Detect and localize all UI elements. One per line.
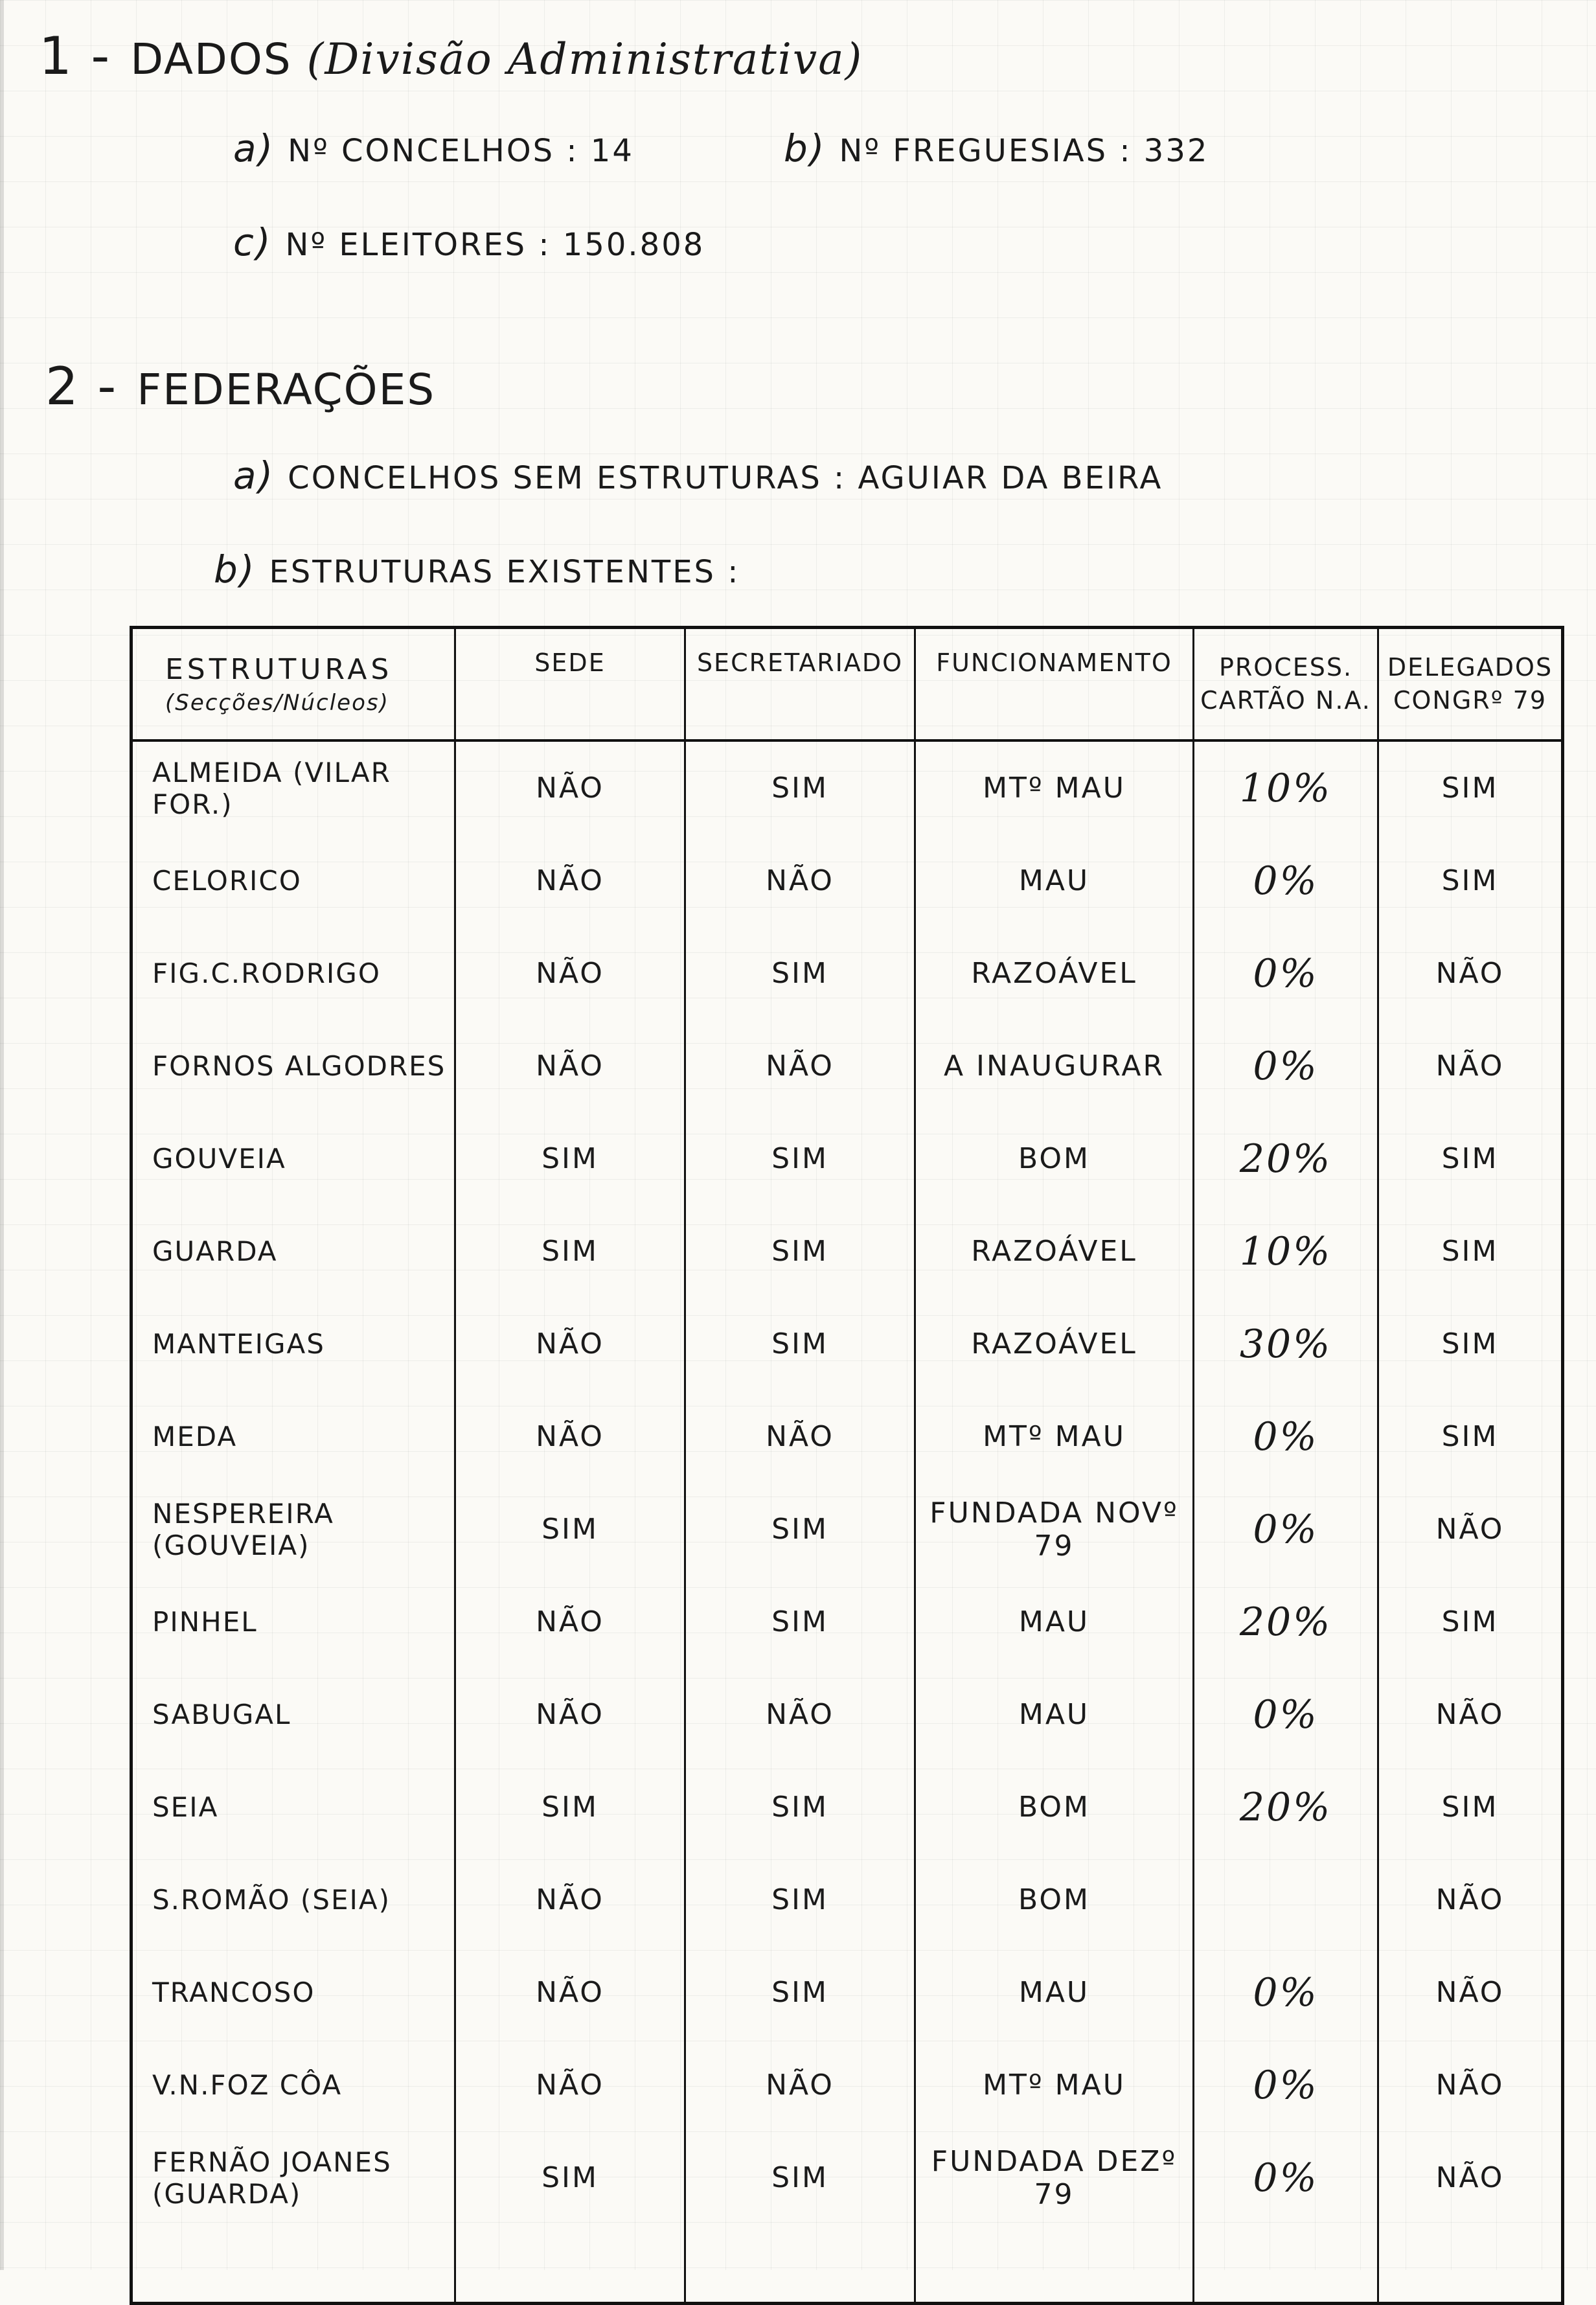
header-process-line1: PROCESS. bbox=[1218, 652, 1353, 682]
cell-funcionamento: RAZOÁVEL bbox=[915, 927, 1194, 1020]
cell-delegados: NÃO bbox=[1378, 2039, 1563, 2131]
table-row bbox=[131, 1390, 1563, 1483]
empty-cell bbox=[915, 2224, 1194, 2304]
cell-secretariado: NÃO bbox=[685, 1390, 915, 1483]
cell-estrutura: FORNOS ALGODRES bbox=[131, 1020, 455, 1112]
cell-process: 0% bbox=[1194, 927, 1378, 1020]
empty-cell bbox=[1378, 2224, 1563, 2304]
cell-process: 0% bbox=[1194, 1390, 1378, 1483]
section-1-heading bbox=[39, 26, 863, 86]
item-key: b) bbox=[214, 547, 256, 591]
table-row bbox=[131, 1298, 1563, 1390]
cell-estrutura: MEDA bbox=[131, 1390, 455, 1483]
cell-process: 20% bbox=[1194, 1576, 1378, 1668]
cell-sede: SIM bbox=[455, 1761, 685, 1853]
cell-secretariado: SIM bbox=[685, 1853, 915, 1946]
section-1-number: 1 - bbox=[39, 26, 111, 86]
section-2-heading bbox=[45, 356, 435, 417]
table-row bbox=[131, 1668, 1563, 1761]
cell-process: 20% bbox=[1194, 1761, 1378, 1853]
cell-funcionamento: MTº MAU bbox=[915, 1390, 1194, 1483]
cell-estrutura: MANTEIGAS bbox=[131, 1298, 455, 1390]
cell-secretariado: SIM bbox=[685, 1112, 915, 1205]
cell-process: 0% bbox=[1194, 1946, 1378, 2039]
cell-secretariado: SIM bbox=[685, 1946, 915, 2039]
cell-secretariado: NÃO bbox=[685, 2039, 915, 2131]
section-2-item-a bbox=[233, 453, 1163, 498]
table-body bbox=[131, 740, 1563, 2304]
item-label: Nº FREGUESIAS : 332 bbox=[839, 133, 1209, 169]
table-row bbox=[131, 834, 1563, 927]
cell-delegados: NÃO bbox=[1378, 1668, 1563, 1761]
header-process bbox=[1194, 628, 1378, 741]
cell-secretariado: SIM bbox=[685, 1298, 915, 1390]
cell-estrutura: FIG.C.RODRIGO bbox=[131, 927, 455, 1020]
table-row bbox=[131, 2131, 1563, 2224]
cell-sede: NÃO bbox=[455, 1576, 685, 1668]
cell-funcionamento: MTº MAU bbox=[915, 740, 1194, 834]
cell-process: 10% bbox=[1194, 1205, 1378, 1298]
header-process-line2: CARTÃO N.A. bbox=[1200, 686, 1371, 715]
table-row bbox=[131, 1020, 1563, 1112]
cell-secretariado: SIM bbox=[685, 1205, 915, 1298]
cell-secretariado: NÃO bbox=[685, 1668, 915, 1761]
cell-funcionamento: MAU bbox=[915, 834, 1194, 927]
cell-process: 0% bbox=[1194, 1483, 1378, 1576]
cell-estrutura: ALMEIDA (VILAR FOR.) bbox=[131, 740, 455, 834]
cell-process bbox=[1194, 1853, 1378, 1946]
cell-delegados: NÃO bbox=[1378, 1020, 1563, 1112]
cell-estrutura: V.N.FOZ CÔA bbox=[131, 2039, 455, 2131]
cell-funcionamento: MAU bbox=[915, 1576, 1194, 1668]
cell-delegados: SIM bbox=[1378, 1298, 1563, 1390]
cell-delegados: NÃO bbox=[1378, 1946, 1563, 2039]
header-estruturas bbox=[131, 628, 455, 741]
cell-delegados: SIM bbox=[1378, 1576, 1563, 1668]
item-key: b) bbox=[784, 126, 826, 170]
cell-estrutura: PINHEL bbox=[131, 1576, 455, 1668]
item-label: Nº ELEITORES : 150.808 bbox=[285, 227, 705, 263]
section-2-number: 2 - bbox=[45, 356, 118, 417]
empty-cell bbox=[455, 2224, 685, 2304]
cell-secretariado: SIM bbox=[685, 927, 915, 1020]
section-2-title: FEDERAÇÕES bbox=[137, 365, 436, 415]
cell-estrutura: SEIA bbox=[131, 1761, 455, 1853]
section-1-subtitle: (Divisão Administrativa) bbox=[306, 34, 863, 84]
empty-cell bbox=[131, 2224, 455, 2304]
cell-estrutura: SABUGAL bbox=[131, 1668, 455, 1761]
item-label: ESTRUTURAS EXISTENTES : bbox=[269, 554, 740, 590]
cell-secretariado: SIM bbox=[685, 740, 915, 834]
cell-delegados: SIM bbox=[1378, 1390, 1563, 1483]
cell-estrutura: GUARDA bbox=[131, 1205, 455, 1298]
cell-funcionamento: MAU bbox=[915, 1668, 1194, 1761]
cell-delegados: SIM bbox=[1378, 1761, 1563, 1853]
table-row bbox=[131, 1946, 1563, 2039]
cell-process: 30% bbox=[1194, 1298, 1378, 1390]
cell-delegados: NÃO bbox=[1378, 2131, 1563, 2224]
section-1-item-b bbox=[784, 126, 1209, 170]
cell-delegados: NÃO bbox=[1378, 927, 1563, 1020]
item-key: c) bbox=[233, 220, 273, 264]
table-row bbox=[131, 1576, 1563, 1668]
cell-sede: NÃO bbox=[455, 2039, 685, 2131]
table-row bbox=[131, 1205, 1563, 1298]
cell-sede: SIM bbox=[455, 1112, 685, 1205]
cell-funcionamento: RAZOÁVEL bbox=[915, 1298, 1194, 1390]
cell-sede: NÃO bbox=[455, 740, 685, 834]
header-funcionamento: FUNCIONAMENTO bbox=[915, 628, 1194, 741]
cell-estrutura: NESPEREIRA (GOUVEIA) bbox=[131, 1483, 455, 1576]
cell-delegados: SIM bbox=[1378, 1112, 1563, 1205]
cell-sede: NÃO bbox=[455, 1020, 685, 1112]
cell-process: 0% bbox=[1194, 1668, 1378, 1761]
cell-funcionamento: BOM bbox=[915, 1112, 1194, 1205]
cell-funcionamento: BOM bbox=[915, 1853, 1194, 1946]
cell-estrutura: S.ROMÃO (SEIA) bbox=[131, 1853, 455, 1946]
table-empty-row bbox=[131, 2224, 1563, 2304]
cell-sede: SIM bbox=[455, 1483, 685, 1576]
binding-margin bbox=[0, 0, 4, 2270]
table-header-row bbox=[131, 628, 1563, 741]
header-sede: SEDE bbox=[455, 628, 685, 741]
structures-table bbox=[130, 626, 1564, 2305]
section-1-item-c bbox=[233, 220, 705, 264]
cell-process: 10% bbox=[1194, 740, 1378, 834]
table-row bbox=[131, 740, 1563, 834]
cell-secretariado: NÃO bbox=[685, 834, 915, 927]
section-2-item-b bbox=[214, 547, 740, 591]
cell-sede: NÃO bbox=[455, 1298, 685, 1390]
table-row bbox=[131, 927, 1563, 1020]
cell-sede: SIM bbox=[455, 2131, 685, 2224]
cell-secretariado: SIM bbox=[685, 1761, 915, 1853]
header-estruturas-sub: (Secções/Núcleos) bbox=[165, 689, 389, 716]
cell-process: 20% bbox=[1194, 1112, 1378, 1205]
cell-sede: NÃO bbox=[455, 834, 685, 927]
cell-funcionamento: RAZOÁVEL bbox=[915, 1205, 1194, 1298]
header-delegados-line1: DELEGADOS bbox=[1387, 652, 1553, 682]
cell-process: 0% bbox=[1194, 2039, 1378, 2131]
cell-sede: SIM bbox=[455, 1205, 685, 1298]
header-estruturas-label: ESTRUTURAS bbox=[165, 652, 393, 686]
item-label: Nº CONCELHOS : 14 bbox=[288, 133, 634, 169]
cell-funcionamento: MTº MAU bbox=[915, 2039, 1194, 2131]
section-1-item-a bbox=[233, 126, 634, 170]
cell-delegados: SIM bbox=[1378, 834, 1563, 927]
empty-cell bbox=[1194, 2224, 1378, 2304]
cell-delegados: NÃO bbox=[1378, 1483, 1563, 1576]
table-row bbox=[131, 2039, 1563, 2131]
cell-sede: NÃO bbox=[455, 1946, 685, 2039]
header-secretariado: SECRETARIADO bbox=[685, 628, 915, 741]
cell-delegados: SIM bbox=[1378, 1205, 1563, 1298]
cell-estrutura: FERNÃO JOANES (GUARDA) bbox=[131, 2131, 455, 2224]
cell-funcionamento: MAU bbox=[915, 1946, 1194, 2039]
table-row bbox=[131, 1853, 1563, 1946]
header-delegados bbox=[1378, 628, 1563, 741]
section-1-title: DADOS bbox=[130, 34, 292, 84]
item-label: CONCELHOS SEM ESTRUTURAS : AGUIAR DA BEIRA bbox=[288, 460, 1163, 496]
cell-funcionamento: A INAUGURAR bbox=[915, 1020, 1194, 1112]
cell-secretariado: NÃO bbox=[685, 1020, 915, 1112]
cell-process: 0% bbox=[1194, 2131, 1378, 2224]
cell-secretariado: SIM bbox=[685, 2131, 915, 2224]
cell-delegados: NÃO bbox=[1378, 1853, 1563, 1946]
cell-sede: NÃO bbox=[455, 1668, 685, 1761]
item-key: a) bbox=[233, 453, 275, 498]
cell-funcionamento: FUNDADA DEZº 79 bbox=[915, 2131, 1194, 2224]
cell-funcionamento: BOM bbox=[915, 1761, 1194, 1853]
cell-secretariado: SIM bbox=[685, 1483, 915, 1576]
table-row bbox=[131, 1483, 1563, 1576]
table-row bbox=[131, 1112, 1563, 1205]
cell-sede: NÃO bbox=[455, 1853, 685, 1946]
empty-cell bbox=[685, 2224, 915, 2304]
cell-sede: NÃO bbox=[455, 927, 685, 1020]
header-delegados-line2: CONGRº 79 bbox=[1393, 686, 1547, 715]
cell-sede: NÃO bbox=[455, 1390, 685, 1483]
item-key: a) bbox=[233, 126, 275, 170]
table-row bbox=[131, 1761, 1563, 1853]
cell-delegados: SIM bbox=[1378, 740, 1563, 834]
cell-estrutura: CELORICO bbox=[131, 834, 455, 927]
cell-process: 0% bbox=[1194, 834, 1378, 927]
cell-funcionamento: FUNDADA NOVº 79 bbox=[915, 1483, 1194, 1576]
cell-estrutura: TRANCOSO bbox=[131, 1946, 455, 2039]
cell-secretariado: SIM bbox=[685, 1576, 915, 1668]
cell-estrutura: GOUVEIA bbox=[131, 1112, 455, 1205]
cell-process: 0% bbox=[1194, 1020, 1378, 1112]
